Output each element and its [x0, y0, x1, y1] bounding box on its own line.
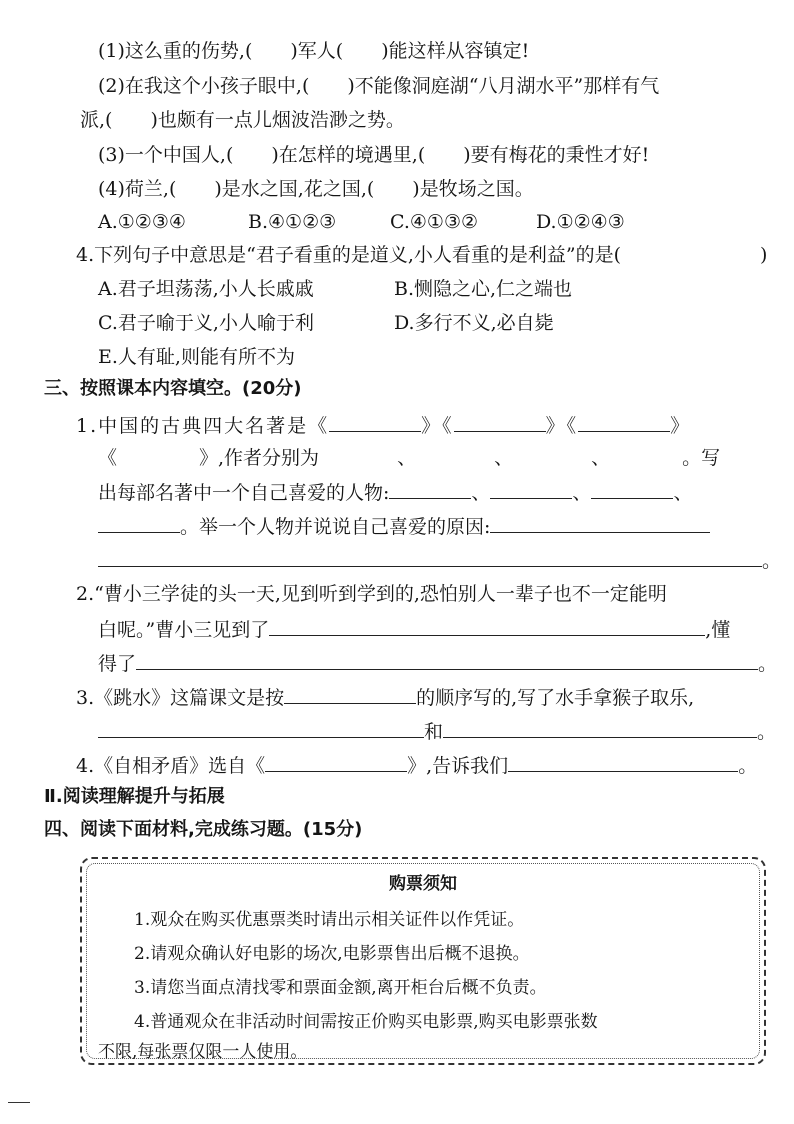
s3-q2-line-1: 2.“曹小三学徒的头一天,见到听到学到的,恐怕别人一辈子也不一定能明: [76, 583, 667, 605]
q4-options-row-3: [98, 344, 295, 370]
s3-q1-line-3: 出每部名著中一个自己喜爱的人物: 、 、 、: [98, 478, 692, 506]
fill-blank[interactable]: [265, 751, 407, 772]
option-a[interactable]: A.君子坦荡荡,小人长戚戚: [98, 278, 314, 300]
fill-blank[interactable]: [136, 649, 758, 670]
option-b[interactable]: B.恻隐之心,仁之端也: [394, 278, 573, 300]
option-a[interactable]: A.①②③④: [98, 211, 186, 233]
q3-sentence-2: (2)在我这个小孩子眼中,( )不能像洞庭湖“八月湖水平”那样有气: [98, 75, 660, 97]
q4-options-row-2: [98, 310, 554, 336]
q3-options: [98, 209, 625, 235]
fill-blank[interactable]: [98, 546, 762, 567]
fill-blank[interactable]: [284, 683, 416, 704]
notice-item-4: 4.普通观众在非活动时间需按正价购买电影票,购买电影票张数: [134, 1012, 598, 1032]
s3-q3-line-1: 3.《跳水》这篇课文是按 的顺序写的,写了水手拿猴子取乐,: [76, 683, 694, 711]
notice-item-1: 1.观众在购买优惠票类时请出示相关证件以作凭证。: [134, 910, 525, 930]
margin-mark: [8, 1102, 30, 1103]
section-3-title: 三、按照课本内容填空。(20分): [44, 378, 302, 399]
fill-blank[interactable]: [578, 411, 670, 432]
q3-sentence-3: (3)一个中国人,( )在怎样的境遇里,( )要有梅花的秉性才好!: [98, 144, 650, 166]
q3-sentence-1: (1)这么重的伤势,( )军人( )能这样从容镇定!: [98, 40, 530, 62]
option-b[interactable]: B.④①②③: [248, 211, 337, 233]
q4-options-row-1: [98, 276, 572, 302]
ticket-notice-box: [80, 857, 766, 1065]
fill-blank[interactable]: [443, 717, 757, 738]
fill-blank[interactable]: [269, 615, 705, 636]
fill-blank[interactable]: [98, 717, 424, 738]
option-c[interactable]: C.④①③②: [390, 211, 479, 233]
q3-sentence-2-cont: 派,( )也颇有一点儿烟波浩渺之势。: [80, 109, 405, 131]
s3-q1-line-2: 《 》,作者分别为 、 、 、 。写: [98, 444, 720, 471]
s3-q2-line-2: 白呢。”曹小三见到了 ,懂: [98, 615, 730, 643]
s3-q1-line-4: 。举一个人物并说说自己喜爱的原因:: [98, 512, 710, 540]
fill-blank[interactable]: [329, 411, 421, 432]
fill-blank[interactable]: [490, 478, 572, 499]
section-4-title: 四、阅读下面材料,完成练习题。(15分): [44, 819, 363, 840]
fill-blank[interactable]: [591, 478, 673, 499]
s3-q1-line-5: 。: [98, 546, 781, 574]
fill-blank[interactable]: [98, 512, 180, 533]
notice-title: 购票须知: [389, 874, 457, 894]
s3-q1-line-1: 1.中国的古典四大名著是《 》《 》《 》: [76, 411, 691, 439]
notice-item-4-cont: 不限,每张票仅限一人使用。: [98, 1042, 308, 1062]
s3-q3-line-2: 和 。: [98, 717, 776, 745]
part-2-title: Ⅱ.阅读理解提升与拓展: [44, 786, 225, 807]
notice-item-2: 2.请观众确认好电影的场次,电影票售出后概不退换。: [134, 944, 530, 964]
option-d[interactable]: D.①②④③: [536, 211, 625, 233]
fill-blank[interactable]: [508, 751, 738, 772]
fill-blank[interactable]: [454, 411, 546, 432]
option-c[interactable]: C.君子喻于义,小人喻于利: [98, 312, 314, 334]
q4-stem: 4.下列句子中意思是“君子看重的是道义,小人看重的是利益”的是(: [76, 244, 622, 266]
fill-blank[interactable]: [490, 512, 710, 533]
s3-q2-line-3: 得了 。: [98, 649, 777, 677]
q4-answer-paren[interactable]: ): [760, 244, 768, 266]
fill-blank[interactable]: [389, 478, 471, 499]
option-d[interactable]: D.多行不义,必自毙: [394, 312, 554, 334]
option-e[interactable]: E.人有耻,则能有所不为: [98, 346, 295, 368]
q3-sentence-4: (4)荷兰,( )是水之国,花之国,( )是牧场之国。: [98, 178, 534, 200]
s3-q4-line: 4.《自相矛盾》选自《 》,告诉我们 。: [76, 751, 757, 779]
fill-blank[interactable]: [117, 444, 199, 464]
notice-item-3: 3.请您当面点清找零和票面金额,离开柜台后概不负责。: [134, 978, 547, 998]
